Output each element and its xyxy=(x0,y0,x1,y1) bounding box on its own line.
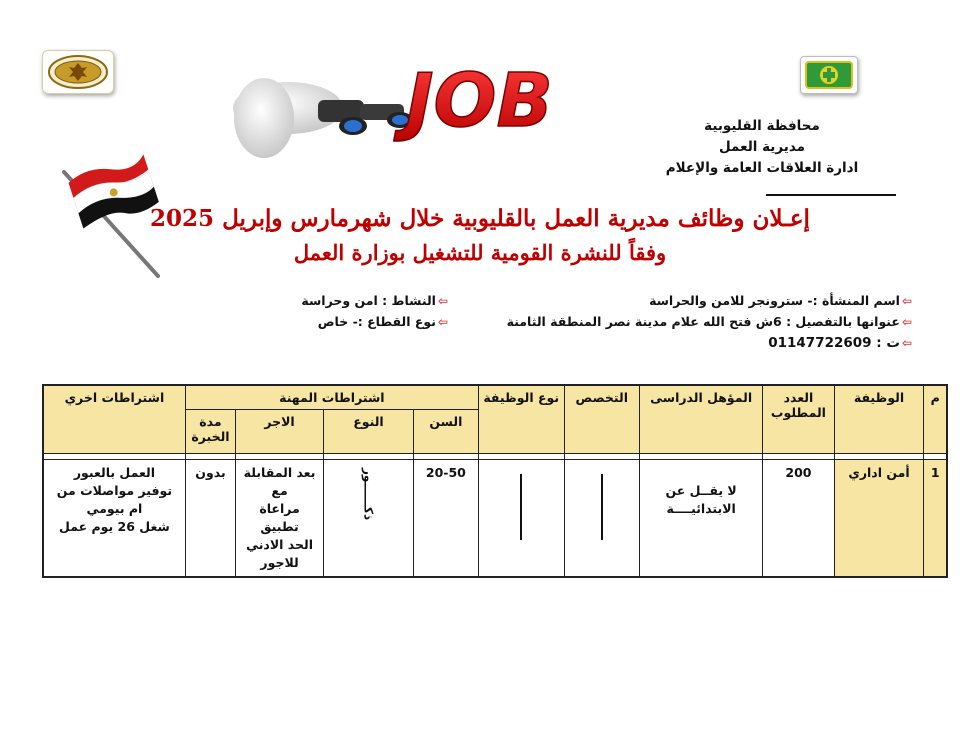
arrow-icon: ⇦ xyxy=(437,315,448,329)
row-job-type xyxy=(478,460,564,578)
salary-line3: الحد الادني xyxy=(246,537,313,552)
activity-line: ⇦النشاط : امن وحراسة xyxy=(301,293,448,308)
other-line4: شغل 26 يوم عمل xyxy=(59,519,170,534)
qualification-line2: الابتدائيــــة xyxy=(666,501,736,516)
job-binoculars-graphic xyxy=(228,60,678,168)
ministry-logo xyxy=(800,56,858,94)
col-count: العدد المطلوب xyxy=(763,385,834,454)
arrow-icon: ⇦ xyxy=(437,294,448,308)
row-salary xyxy=(236,460,324,578)
col-other-reqs: اشتراطات اخري xyxy=(43,385,185,454)
header-governorate: محافظة القليوبية xyxy=(704,118,820,134)
col-experience: مدة الخبرة xyxy=(185,410,235,454)
company-address-line: ⇦عنوانها بالتفصيل : 6ش فتح الله علام مدينة نصر المنطقة الثامنة xyxy=(506,314,912,329)
row-age: 20-50 xyxy=(413,460,478,578)
table-row xyxy=(43,460,947,578)
empty-dash xyxy=(520,474,522,540)
binoculars-icon xyxy=(318,100,413,135)
announcement-subtitle: وفقاً للنشرة القومية للتشغيل بوزارة العمل xyxy=(293,240,667,265)
ministry-logo-icon xyxy=(804,60,854,90)
emblem-logo xyxy=(42,50,114,94)
col-profession-reqs: اشتراطات المهنة xyxy=(185,385,478,410)
jobs-table xyxy=(42,384,948,578)
header-department: ادارة العلاقات العامة والإعلام xyxy=(665,160,859,176)
row-job: أمن اداري xyxy=(834,460,924,578)
col-age: السن xyxy=(413,410,478,454)
other-line1: العمل بالعبور xyxy=(73,465,156,480)
salary-line1: بعد المقابلة مع xyxy=(243,465,316,498)
col-salary: الاجر xyxy=(236,410,324,454)
arrow-icon: ⇦ xyxy=(901,294,912,308)
row-specialty xyxy=(564,460,639,578)
col-job: الوظيفة xyxy=(834,385,924,454)
header-directorate: مديرية العمل xyxy=(719,139,805,155)
col-qualification: المؤهل الدراسى xyxy=(639,385,762,454)
row-qualification xyxy=(639,460,762,578)
row-count: 200 xyxy=(763,460,834,578)
other-line3: ام بيومي xyxy=(86,501,143,516)
announcement-title: إعـلان وظائف مديرية العمل بالقليوبية خلال شهرمارس وإبريل 2025 xyxy=(150,205,810,232)
salary-line2: مراعاة تطبيق xyxy=(259,501,300,534)
qualification-line1: لا يقــل عن xyxy=(665,483,737,498)
company-phone-line: ⇦ت : 01147722609 xyxy=(768,335,912,351)
sector-line: ⇦نوع القطاع :- خاص xyxy=(317,314,448,329)
governorate-header xyxy=(642,116,882,179)
other-line2: توفير مواصلات من xyxy=(56,483,173,498)
salary-line4: للاجور xyxy=(260,555,299,570)
emblem-icon xyxy=(47,54,109,90)
row-gender xyxy=(323,460,413,578)
col-job-type: نوع الوظيفة xyxy=(478,385,564,454)
row-other-reqs xyxy=(43,460,185,578)
arrow-icon: ⇦ xyxy=(901,315,912,329)
row-experience: بدون xyxy=(185,460,235,578)
header-divider xyxy=(766,194,896,196)
arrow-icon: ⇦ xyxy=(901,336,912,350)
job-word: JOB xyxy=(406,60,553,144)
gender-value: ذكــــــور xyxy=(361,468,376,521)
table-header-row xyxy=(43,385,947,410)
row-num: 1 xyxy=(924,460,947,578)
col-specialty: التخصص xyxy=(564,385,639,454)
company-name-line: ⇦اسم المنشأة :- سترونجر للامن والحراسة xyxy=(649,293,912,308)
col-gender: النوع xyxy=(323,410,413,454)
col-num: م xyxy=(924,385,947,454)
empty-dash xyxy=(601,474,603,540)
